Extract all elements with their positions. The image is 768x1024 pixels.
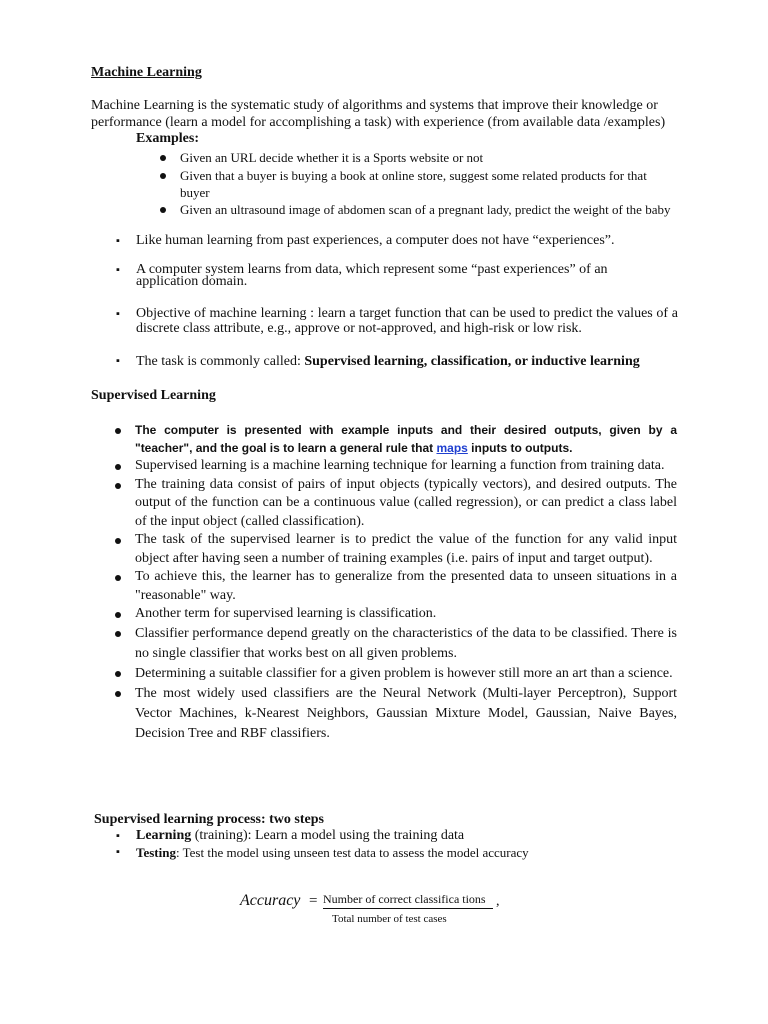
square-bullet-icon: ▪ xyxy=(116,830,120,842)
process-step-text: Testing: Test the model using unseen test data to assess the model accuracy xyxy=(136,845,529,860)
list-item: Determining a suitable classifier for a given problem is however still more an art than a science. xyxy=(91,664,677,684)
square-bullet-text: A computer system learns from data, which represent some “past experiences” of an application domain. xyxy=(136,262,608,289)
maps-link[interactable]: maps xyxy=(436,441,468,455)
list-item: The training data consist of pairs of input objects (typically vectors), and desired outputs. The output of the function can be a continuous value (called regression), or can predict a class label of the input object (called classification). xyxy=(91,476,677,532)
list-item: Classifier performance depend greatly on the characteristics of the data to be classified. There is no single classifier that works best on all given problems. xyxy=(91,624,677,664)
process-heading: Supervised learning process: two steps xyxy=(94,812,324,827)
formula-comma: , xyxy=(496,894,500,909)
formula-denominator: Total number of test cases xyxy=(332,913,447,925)
supervised-learning-heading: Supervised Learning xyxy=(91,388,216,403)
list-item: To achieve this, the learner has to generalize from the presented data to unseen situations in a "reasonable" way. xyxy=(91,568,677,605)
square-bullet-icon: ▪ xyxy=(116,355,120,367)
list-item: Given an ultrasound image of abdomen scan of a pregnant lady, predict the weight of the baby xyxy=(158,201,678,218)
square-bullet-icon: ▪ xyxy=(116,264,120,276)
square-bullet-text: Like human learning from past experiences, a computer does not have “experiences”. xyxy=(136,233,615,248)
page-title: Machine Learning xyxy=(91,65,202,80)
list-item: The task of the supervised learner is to predict the value of the function for any valid input object after having seen a number of training examples (i.e. pairs of input and target output). xyxy=(91,531,677,568)
process-step-text: Learning (training): Learn a model using the training data xyxy=(136,828,465,843)
supervised-learning-list xyxy=(91,421,677,744)
list-item: Supervised learning is a machine learning technique for learning a function from training data. xyxy=(91,457,677,476)
formula-numerator: Number of correct classifica tions xyxy=(323,892,486,906)
square-bullet-text: The task is commonly called: Supervised learning, classification, or inductive learning xyxy=(136,354,640,369)
list-item: Given that a buyer is buying a book at online store, suggest some related products for that buyer xyxy=(158,167,678,201)
examples-label: Examples: xyxy=(136,131,199,146)
fraction-bar xyxy=(323,908,493,909)
square-bullet-text: Objective of machine learning : learn a target function that can be used to predict the values of a discrete class attribute, e.g., approve or not-approved, and high-risk or low risk. xyxy=(136,306,678,336)
examples-list xyxy=(158,149,678,219)
formula-lhs: Accuracy xyxy=(240,892,301,909)
bold-phrase: Supervised learning, classification, or inductive learning xyxy=(304,354,640,369)
formula-equals: = xyxy=(309,893,318,909)
square-bullet-icon: ▪ xyxy=(116,308,120,320)
intro-paragraph: Machine Learning is the systematic study of algorithms and systems that improve their knowledge or performance (learn a model for accomplishing a task) with experience (from available data /examples) xyxy=(91,98,666,130)
list-item: Another term for supervised learning is classification. xyxy=(91,605,677,624)
list-item: Given an URL decide whether it is a Sports website or not xyxy=(158,149,678,166)
accuracy-formula xyxy=(240,890,540,940)
list-item: The most widely used classifiers are the Neural Network (Multi-layer Perceptron), Support Vector Machines, k-Nearest Neighbors, Gaussian Mixture Model, Gaussian, Naive Bayes, Decision Tree and RBF classifiers. xyxy=(91,684,677,744)
list-item: The computer is presented with example inputs and their desired outputs, given by a "teacher", and the goal is to learn a general rule that maps inputs to outputs. xyxy=(91,421,677,457)
square-bullet-icon: ▪ xyxy=(116,846,120,858)
square-bullet-icon: ▪ xyxy=(116,235,120,247)
